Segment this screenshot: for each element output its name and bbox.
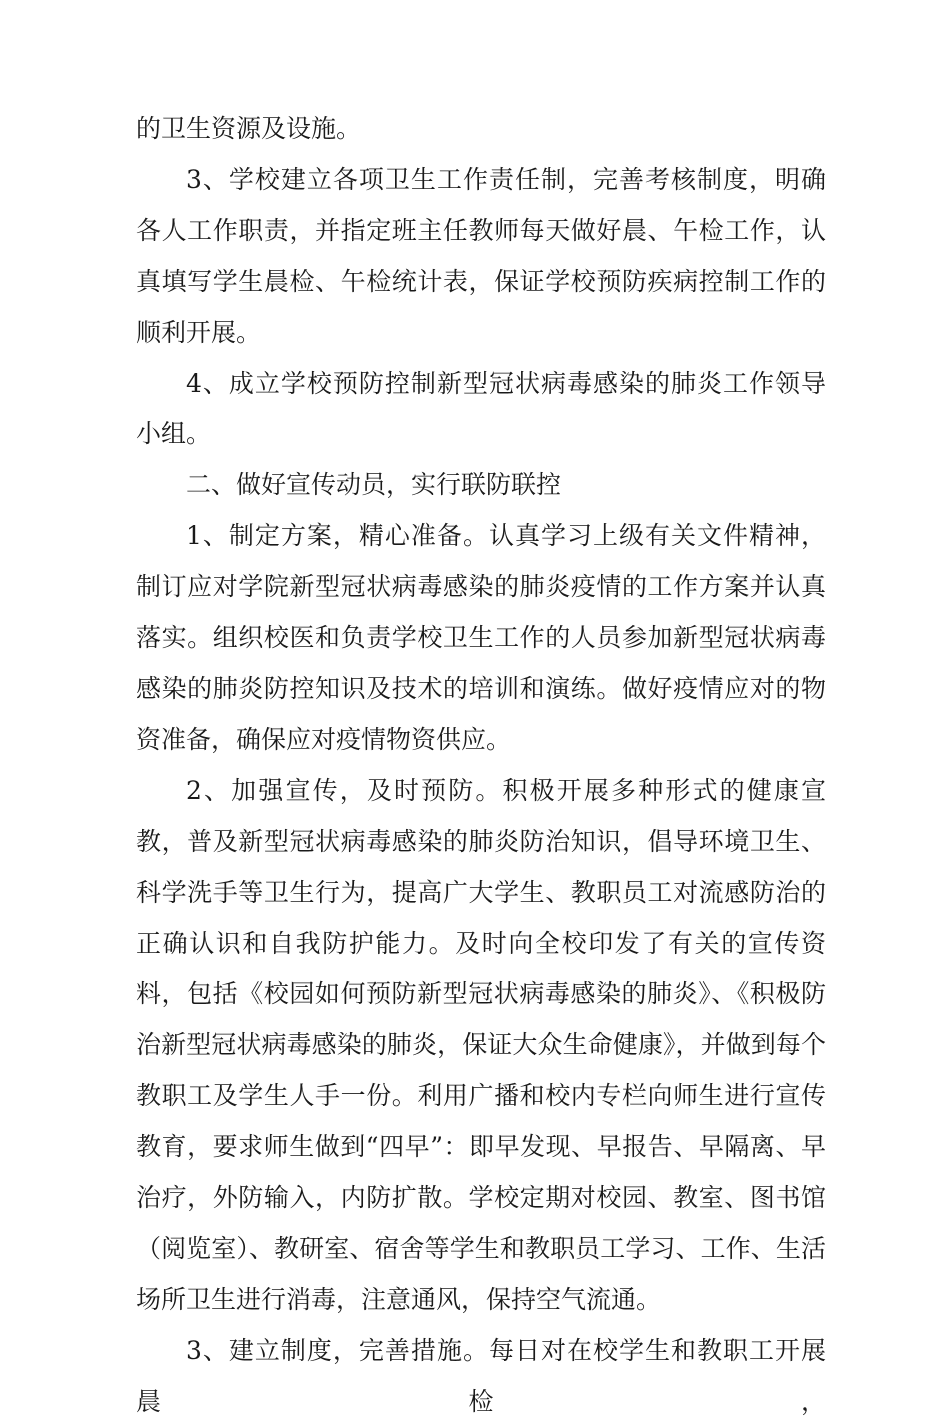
paragraph-item-4-leadership-group: 4、成立学校预防控制新型冠状病毒感染的肺炎工作领导小组。 xyxy=(136,368,826,449)
document-body xyxy=(136,104,826,1428)
paragraph-item-2-publicity: 2、加强宣传，及时预防。积极开展多种形式的健康宣教，普及新型冠状病毒感染的肺炎防治知识，倡导环境卫生、科学洗手等卫生行为，提高广大学生、教职员工对流感防治的正确认识和自我防护能力。及时向全校印发了有关的宣传资料，包括《校园如何预防新型冠状病毒感染的肺炎》、《积极防治新型冠状病毒感染的肺炎，保证大众生命健康》，并做到每个教职工及学生人手一份。利用广播和校内专栏向师生进行宣传教育，要求师生做到“四早”：即早发现、早报告、早隔离、早治疗，外防输入，内防扩散。学校定期对校园、教室、图书馆（阅览室）、教研室、宿舍等学生和教职员工学习、工作、生活场所卫生进行消毒，注意通风，保持空气流通。 xyxy=(136,775,826,1314)
paragraph-item-3-system: 3、建立制度，完善措施。每日对在校学生和教职工开展晨检， xyxy=(136,1335,826,1416)
paragraph-item-1-plan: 1、制定方案，精心准备。认真学习上级有关文件精神，制订应对学院新型冠状病毒感染的肺炎疫情的工作方案并认真落实。组织校医和负责学校卫生工作的人员参加新型冠状病毒感染的肺炎防控知识及技术的培训和演练。做好疫情应对的物资准备，确保应对疫情物资供应。 xyxy=(136,521,826,754)
paragraph-item-3-responsibility: 3、学校建立各项卫生工作责任制，完善考核制度，明确各人工作职责，并指定班主任教师每天做好晨、午检工作，认真填写学生晨检、午检统计表，保证学校预防疾病控制工作的顺利开展。 xyxy=(136,164,826,347)
section-heading-2: 二、做好宣传动员，实行联防联控 xyxy=(186,470,562,500)
paragraph-continuation: 的卫生资源及设施。 xyxy=(136,114,362,143)
